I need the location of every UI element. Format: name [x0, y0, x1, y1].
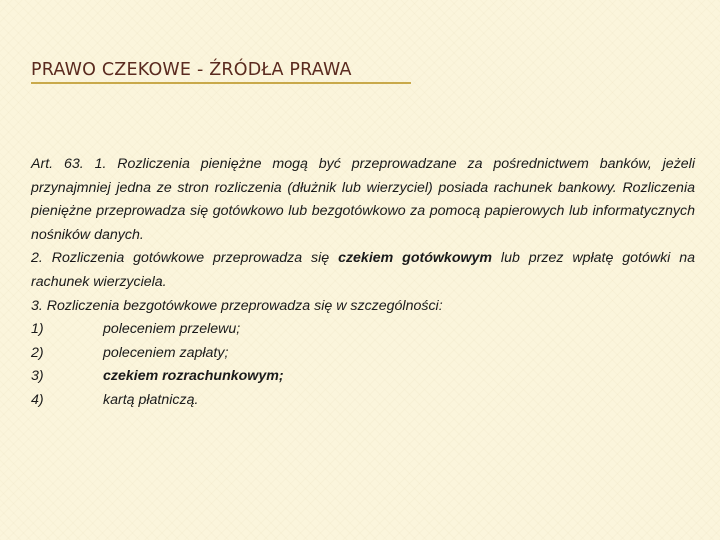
slide-body — [31, 153, 695, 413]
list-item-text: poleceniem zapłaty; — [103, 344, 229, 361]
paragraph-art-63-2 — [31, 247, 695, 294]
paragraph-2-text-before: 2. Rozliczenia gotówkowe przeprowadza się — [31, 250, 339, 267]
list-item-number: 3) — [31, 368, 44, 385]
list-item-number: 1) — [31, 321, 44, 338]
list-item — [31, 318, 695, 342]
list-item-number: 2) — [31, 344, 44, 361]
payment-methods-list — [31, 318, 695, 412]
list-item — [31, 342, 695, 366]
list-item-text: poleceniem przelewu; — [103, 321, 241, 338]
paragraph-2-bold-term: czekiem gotówkowym — [338, 250, 493, 267]
list-item-number: 4) — [31, 391, 44, 408]
list-item-text: czekiem rozrachunkowym; — [103, 368, 284, 385]
list-item — [31, 365, 695, 389]
paragraph-art-63-3: 3. Rozliczenia bezgotówkowe przeprowadza się w szczególności: — [31, 297, 443, 314]
slide-title: PRAWO CZEKOWE - ŹRÓDŁA PRAWA — [31, 60, 352, 80]
paragraph-2-text-after: lub przez wpłatę gotówki na rachunek wierzyciela. — [31, 250, 695, 290]
paragraph-art-63-1: Art. 63. 1. Rozliczenia pieniężne mogą być przeprowadzane za pośrednictwem banków, jeżeli przynajmniej jedna ze stron rozliczenia (dłużnik lub wierzyciel) posiada rachunek bankowy. Rozliczenia pieniężne przeprowadza się gotówkowo lub bezgotówkowo za pomocą papierowych lub informatycznych nośników danych. — [31, 156, 695, 243]
title-underline — [31, 82, 411, 84]
list-item-text: kartą płatniczą. — [103, 391, 199, 408]
list-item — [31, 389, 695, 413]
